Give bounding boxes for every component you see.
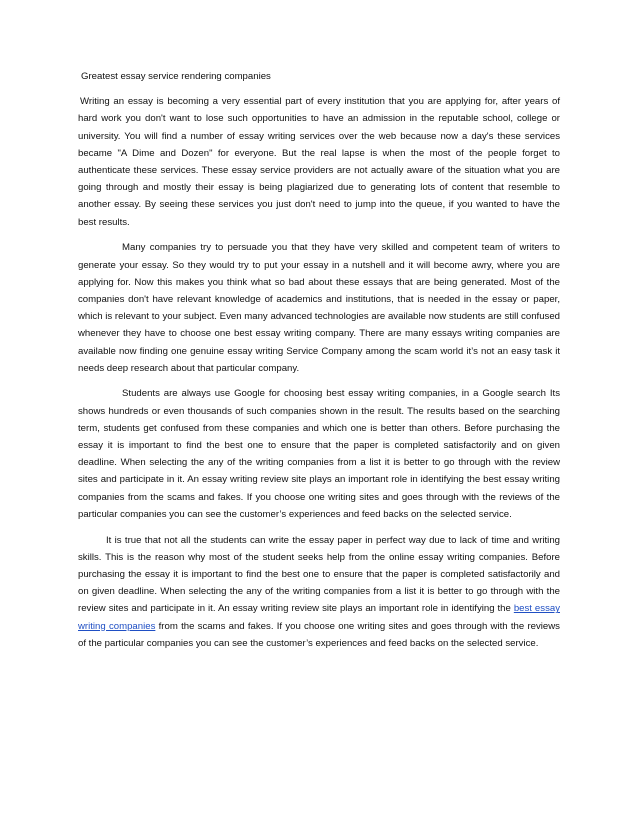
paragraph-2: Many companies try to persuade you that they have very skilled and competent team of writers to generate your essay. So they would try to put your essay in a nutshell and it will become awry, where you are applying for. Now this makes you think what so bad about these essays that are being generated. Most of the companies don't have relevant knowledge of academics and institutions, that is needed in the essay or paper, which is relevant to your subject. Even many advanced technologies are available now students are still confused whenever they have to choose one best essay writing company. There are many essays writing companies are available now finding one genuine essay writing Service Company among the scam world it’s not an easy task it needs deep research about that particular company. xyxy=(78,242,560,374)
paragraph-3: Students are always use Google for choosing best essay writing companies, in a Google search Its shows hundreds or even thousands of such companies shown in the result. The results based on the searching term, students get confused from these companies and which one is better than others. Before purchasing the essay it is important to find the best one to ensure that the paper is completed satisfactorily and on given deadline. When selecting the any of the writing companies from a list it is better to go through with the review sites and participate in it. An essay writing review site plays an important role in identifying the best essay writing companies from the scams and fakes. If you choose one writing sites and goes through with the reviews of the particular companies you can see the customer’s experiences and feed backs on the selected service. xyxy=(78,388,560,520)
document-page xyxy=(78,68,560,661)
paragraph-1: Writing an essay is becoming a very essential part of every institution that you are applying for, after years of hard work you don't want to lose such opportunities to have an admission in the reputable school, college or university. You will find a number of essay writing services over the web because now a day's these services became "A Dime and Dozen" for everyone. But the real lapse is when the most of the people forget to authenticate these services. These essay service providers are not actually aware of the situation what you are going through and mostly their essay is being plagiarized due to generating lots of content that resemble to another essay. By seeing these services you just don't need to jump into the queue, if you wanted to have the best results. xyxy=(78,96,560,228)
paragraph-4-text-before-link: It is true that not all the students can write the essay paper in perfect way due to lack of time and writing skills. This is the reason why most of the student seeks help from the online essay writing companies. Before purchasing the essay it is important to find the best one to ensure that the paper is completed satisfactorily and on given deadline. When selecting the any of the writing companies from a list it is better to go through with the review sites and participate in it. An essay writing review site plays an important role in identifying the xyxy=(78,534,560,615)
paragraph-4-text-after-link: from the scams and fakes. If you choose one writing sites and goes through with the reviews of the particular companies you can see the customer’s experiences and feed backs on the selected service. xyxy=(78,620,560,649)
document-title: Greatest essay service rendering companies xyxy=(81,71,271,82)
paragraph-4 xyxy=(78,532,560,652)
best-essay-writing-companies-link[interactable]: best essay writing companies xyxy=(78,603,560,632)
